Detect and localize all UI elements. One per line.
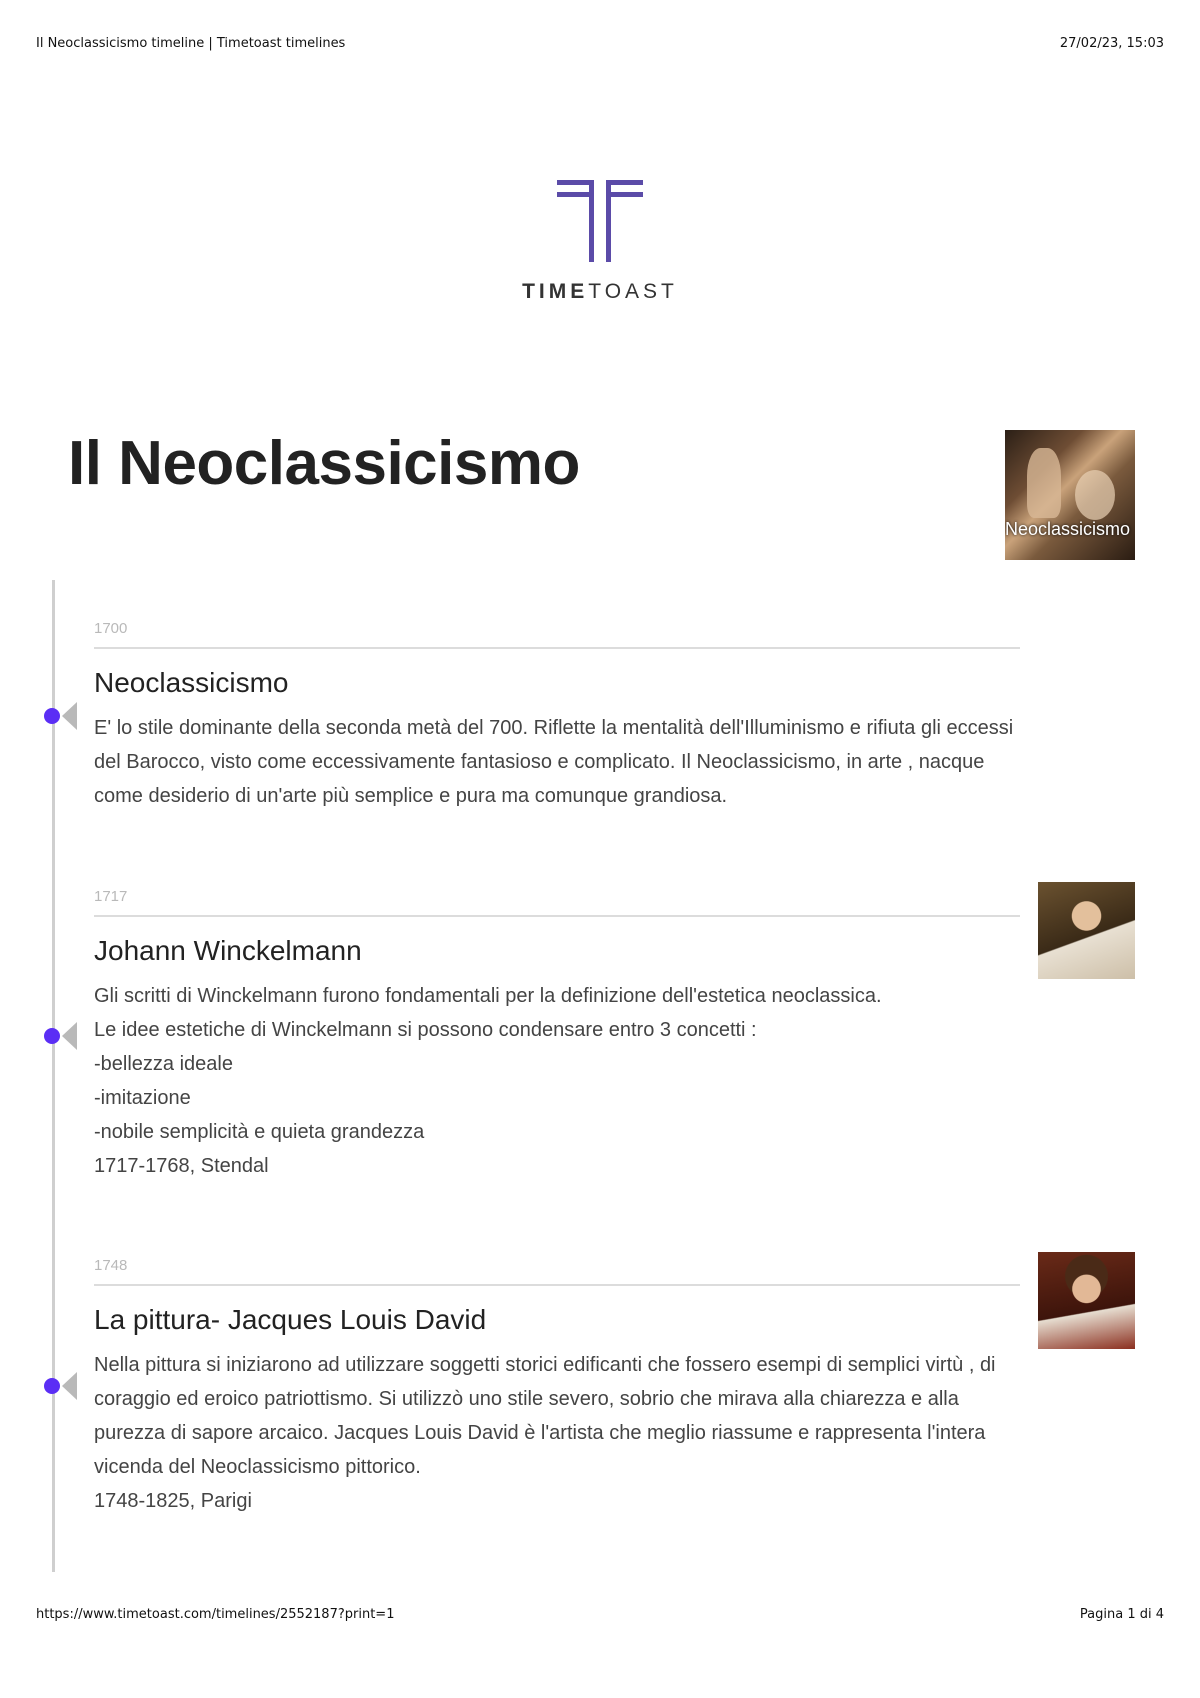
event-image[interactable] [1038, 882, 1135, 979]
print-header-title: Il Neoclassicismo timeline | Timetoast timelines [36, 36, 346, 51]
page-title: Il Neoclassicismo [68, 429, 580, 498]
event-title: Neoclassicismo [94, 667, 289, 698]
event-title: La pittura- Jacques Louis David [94, 1304, 487, 1335]
timeline-event [94, 620, 1020, 813]
timeline-event [94, 888, 1020, 1183]
timeline-pointer [62, 1372, 77, 1400]
divider [94, 1284, 1020, 1286]
timeline-event [94, 1257, 1020, 1518]
timeline-line [52, 580, 55, 1572]
timeline-pointer [62, 1022, 77, 1050]
timeline-pointer [62, 702, 77, 730]
cover-image-caption: Neoclassicismo [1005, 519, 1131, 539]
timeline-marker [44, 708, 60, 724]
page-url-link[interactable]: https://www.timetoast.com/timelines/2552187?print=1 [36, 1607, 395, 1622]
timeline-cover-image[interactable] [1005, 430, 1135, 560]
event-image[interactable] [1038, 1252, 1135, 1349]
page-number: Pagina 1 di 4 [1079, 1607, 1164, 1622]
event-description: Nella pittura si iniziarono ad utilizzare soggetti storici edificanti che fossero esempi di semplici virtù , di coraggio ed eroico patriottismo. Si utilizzò uno stile severo, sobrio che mirava alla chiarezza e alla purezza di sapore arcaico. Jacques Louis David è l'artista che meglio riassume e rappresenta l'intera vicenda del Neoclassicismo pittorico. 1748-1825, Parigi [94, 1354, 996, 1512]
divider [94, 915, 1020, 917]
print-header [36, 36, 1164, 51]
print-footer [36, 1607, 1164, 1622]
print-header-datetime: 27/02/23, 15:03 [1059, 36, 1164, 51]
event-description: E' lo stile dominante della seconda metà del 700. Riflette la mentalità dell'Illuminismo e rifiuta gli eccessi del Barocco, visto come eccessivamente fantasioso e complicato. Il Neoclassicismo, in arte , nacque come desiderio di un'arte più semplice e pura ma comunque grandiosa. [94, 717, 1014, 807]
event-date: 1717 [94, 888, 128, 905]
timeline-marker [44, 1028, 60, 1044]
event-title: Johann Winckelmann [94, 935, 362, 966]
event-date: 1748 [94, 1257, 128, 1274]
timetoast-wordmark: TIMETOAST [522, 280, 678, 303]
timeline-marker [44, 1378, 60, 1394]
divider [94, 647, 1020, 649]
timetoast-logo[interactable] [0, 180, 1200, 304]
event-date: 1700 [94, 620, 128, 637]
event-description: Gli scritti di Winckelmann furono fondamentali per la definizione dell'estetica neoclassica. Le idee estetiche di Winckelmann si possono condensare entro 3 concetti : -bellezza ideale -imitazione -nobile semplicità e quieta grandezza 1717-1768, Stendal [94, 985, 882, 1177]
timetoast-logo-icon [557, 180, 643, 266]
